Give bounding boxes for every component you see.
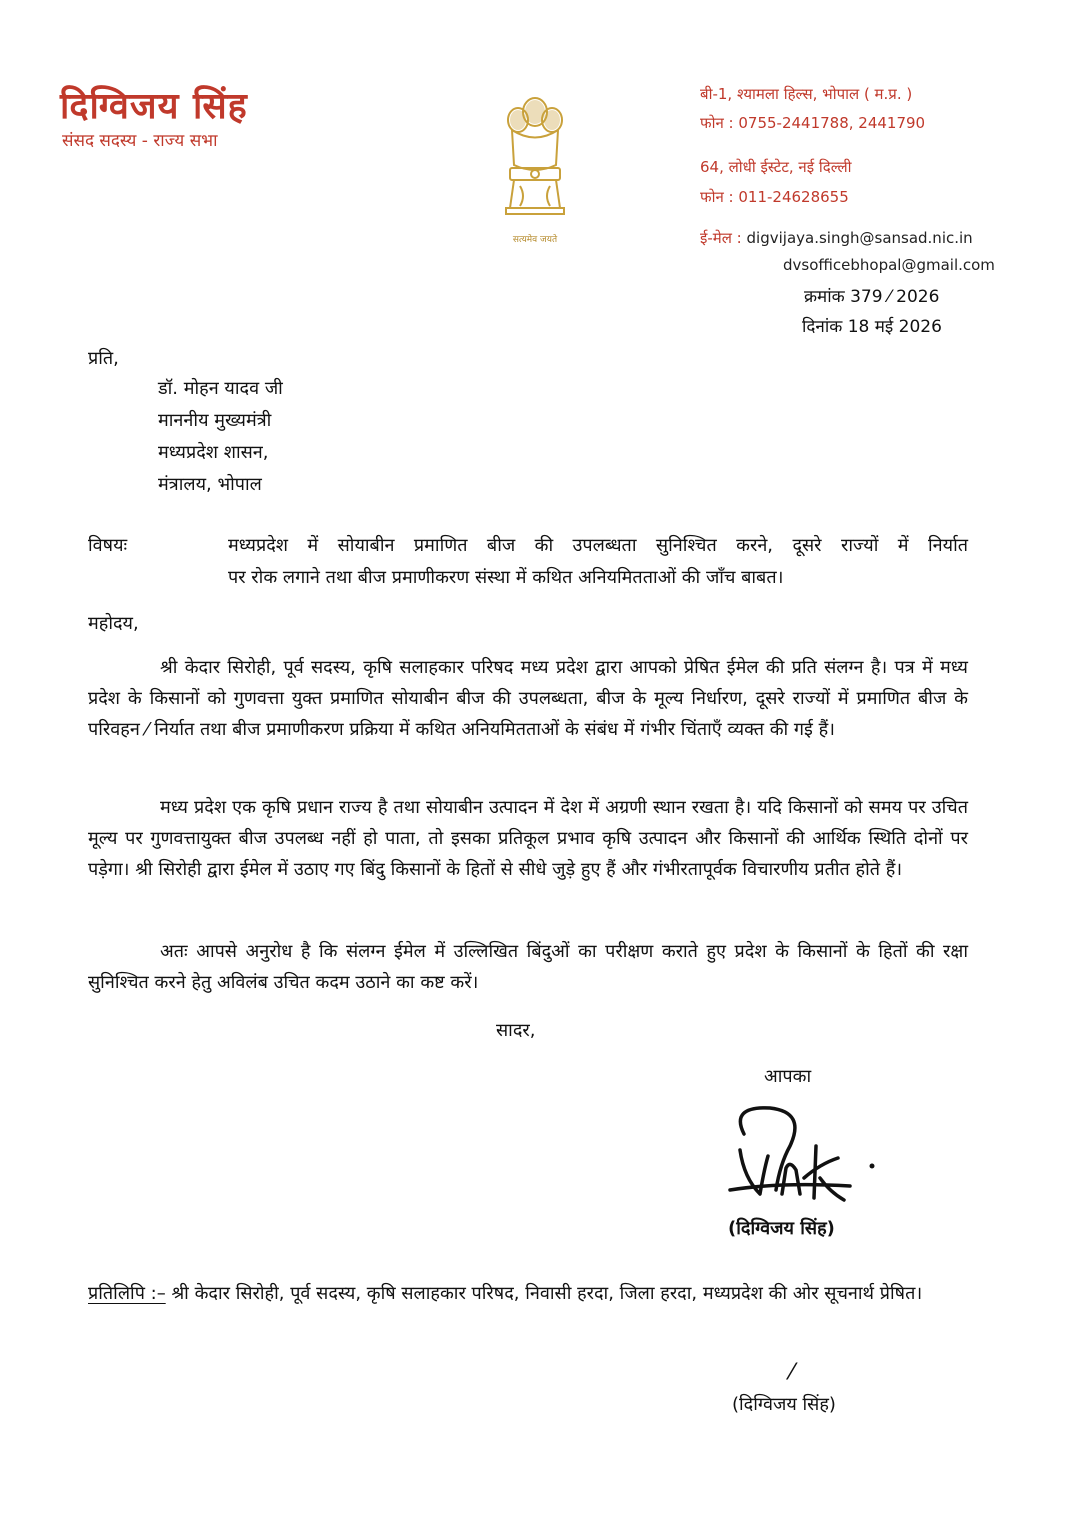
closing-yours: आपका xyxy=(764,1066,812,1087)
copy-text: श्री केदार सिरोही, पूर्व सदस्य, कृषि सलाहकार परिषद, निवासी हरदा, जिला हरदा, मध्यप्रदेश की ओर सूचनार्थ प्रेषित। xyxy=(171,1283,923,1304)
email-row xyxy=(700,228,973,248)
subject-line-1: मध्यप्रदेश में सोयाबीन प्रमाणित बीज की उपलब्धता सुनिश्चित करने, दूसरे राज्यों में निर्यात xyxy=(228,535,968,556)
greeting: महोदय, xyxy=(88,613,139,634)
subject-line-2: पर रोक लगाने तथा बीज प्रमाणीकरण संस्था में कथित अनियमितताओं की जाँच बाबत। xyxy=(228,567,784,588)
paragraph-1: श्री केदार सिरोही, पूर्व सदस्य, कृषि सलाहकार परिषद मध्य प्रदेश द्वारा आपको प्रेषित ईमेल की प्रति संलग्न है। पत्र में मध्य प्रदेश के किसानों को गुणवत्ता युक्त प्रमाणित सोयाबीन बीज की उपलब्धता, बीज के मूल्य निर्धारण, दूसरे राज्यों में प्रमाणित बीज के परिवहन ⁄ निर्यात तथा बीज प्रमाणीकरण प्रक्रिया में कथित अनियमितताओं के संबंध में गंभीर चिंताएँ व्यक्त की गई हैं। xyxy=(88,657,968,740)
delhi-address: 64, लोधी ईस्टेट, नई दिल्ली xyxy=(700,158,852,176)
paragraph-3: अतः आपसे अनुरोध है कि संलग्न ईमेल में उल्लिखित बिंदुओं का परीक्षण कराते हुए प्रदेश के किसानों के हितों की रक्षा सुनिश्चित करने हेतु अविलंब उचित कदम उठाने का कष्ट करें। xyxy=(88,941,968,993)
email-2[interactable]: dvsofficebhopal@gmail.com xyxy=(783,256,995,274)
sender-designation: संसद सदस्य - राज्य सभा xyxy=(62,131,218,151)
copy-signatory-name: (दिग्विजय सिंह) xyxy=(732,1394,836,1415)
subject-label: विषयः xyxy=(88,535,128,556)
email-1[interactable]: digvijaya.singh@sansad.nic.in xyxy=(746,229,973,247)
ashoka-emblem-icon xyxy=(490,90,580,240)
signature-image xyxy=(720,1098,890,1218)
bhopal-address: बी-1, श्यामला हिल्स, भोपाल ( म.प्र. ) xyxy=(700,85,913,103)
recipient-office: मंत्रालय, भोपाल xyxy=(158,474,262,495)
emblem-motto: सत्यमेव जयते xyxy=(512,235,558,245)
reference-date: दिनांक 18 मई 2026 xyxy=(802,317,942,337)
reference-number: क्रमांक 379 ⁄ 2026 xyxy=(804,287,940,307)
recipient-government: मध्यप्रदेश शासन, xyxy=(158,442,269,463)
closing-sadar: सादर, xyxy=(496,1020,536,1041)
copy-label: प्रतिलिपि :– xyxy=(88,1283,166,1304)
bhopal-phone: फोन : 0755-2441788, 2441790 xyxy=(700,114,926,132)
recipient-title: माननीय मुख्यमंत्री xyxy=(158,410,272,431)
paragraph-2: मध्य प्रदेश एक कृषि प्रधान राज्य है तथा सोयाबीन उत्पादन में देश में अग्रणी स्थान रखता है। यदि किसानों को समय पर उचित मूल्य पर गुणवत्तायुक्त बीज उपलब्ध नहीं हो पाता, तो इसका प्रतिकूल प्रभाव कृषि उत्पादन और किसानों की आर्थिक स्थिति दोनों पर पड़ेगा। श्री सिरोही द्वारा ईमेल में उठाए गए बिंदु किसानों के हितों से सीधे जुड़े हुए हैं और गंभीरतापूर्वक विचारणीय प्रतीत होते हैं। xyxy=(88,797,968,880)
sender-name: दिग्विजय सिंह xyxy=(60,86,248,127)
to-label: प्रति, xyxy=(88,348,119,369)
recipient-name: डॉ. मोहन यादव जी xyxy=(158,378,283,399)
copy-mark: ⁄ xyxy=(790,1360,794,1385)
signatory-name: (दिग्विजय सिंह) xyxy=(728,1218,835,1239)
delhi-phone: फोन : 011-24628655 xyxy=(700,188,849,206)
email-label: ई-मेल : xyxy=(700,229,742,247)
copy-block xyxy=(88,1278,968,1309)
